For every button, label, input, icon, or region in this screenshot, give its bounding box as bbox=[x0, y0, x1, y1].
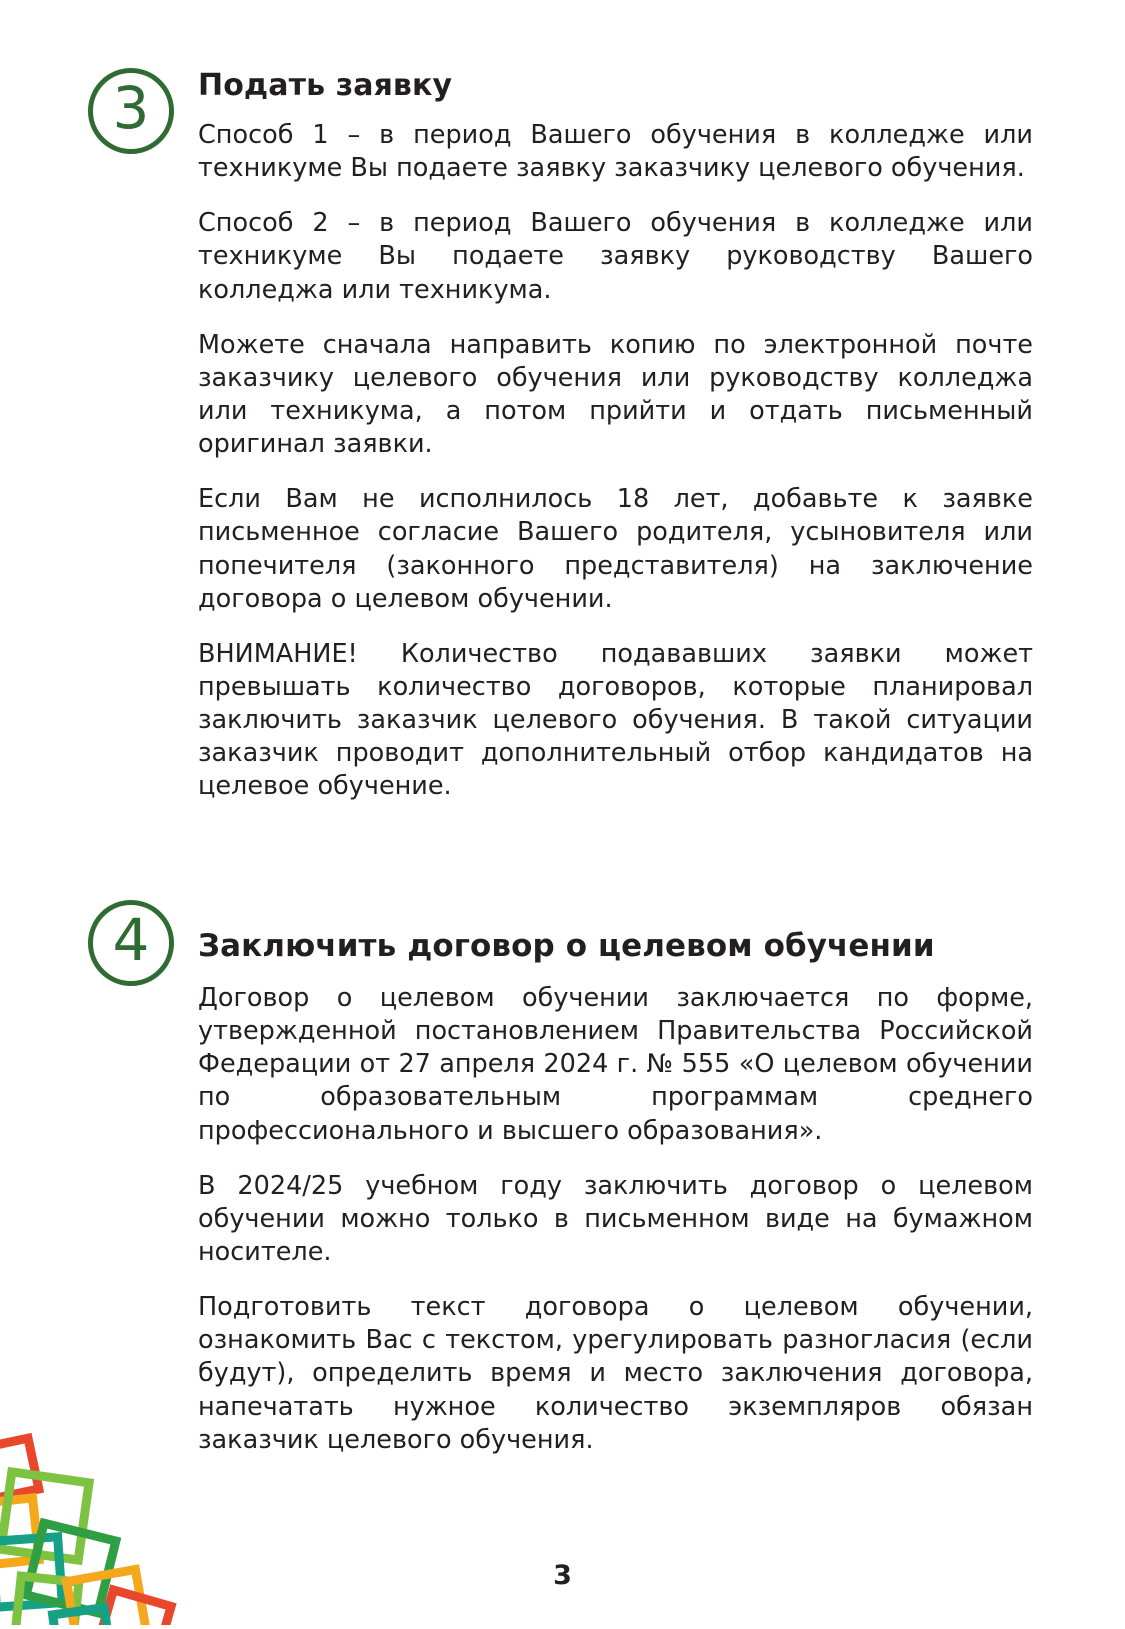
section-3-body bbox=[198, 68, 1033, 804]
section-3-paragraph-4: Если Вам не исполнилось 18 лет, добавьте к заявке письменное согласие Вашего родителя, усыновителя или попечителя (законного представителя) на заключение договора о целевом обучении. bbox=[198, 484, 1033, 614]
section-4-paragraph-3: Подготовить текст договора о целевом обучении, ознакомить Вас с текстом, урегулировать разногласия (если будут), определить время и место заключения договора, напечатать нужное количество экземпляров обязан заказчик целевого обучения. bbox=[198, 1292, 1033, 1455]
step-badge-3 bbox=[88, 68, 174, 154]
section-step-4 bbox=[0, 900, 1125, 1457]
section-3-paragraph-1: Способ 1 – в период Вашего обучения в колледже или техникуме Вы подаете заявку заказчику целевого обучения. bbox=[198, 120, 1033, 184]
section-4-paragraph-2: В 2024/25 учебном году заключить договор о целевом обучении можно только в письменном виде на бумажном носителе. bbox=[198, 1170, 1033, 1267]
section-3-title: Подать заявку bbox=[198, 68, 453, 103]
section-3-paragraph-5: ВНИМАНИЕ! Количество подававших заявки может превышать количество договоров, которые планировал заключить заказчик целевого обучения. В такой ситуации заказчик проводит дополнительный отбор кандидатов на целевое обучение. bbox=[198, 638, 1033, 802]
section-3-paragraph-2: Способ 2 – в период Вашего обучения в колледже или техникуме Вы подаете заявку руководству Вашего колледжа или техникума. bbox=[198, 208, 1033, 305]
section-4-paragraph-1: Договор о целевом обучении заключается по форме, утвержденной постановлением Правительства Российской Федерации от 27 апреля 2024 г. № 555 «О целевом обучении по образовательным программам среднего профессионального и высшего образования». bbox=[198, 983, 1033, 1146]
section-step-3 bbox=[0, 68, 1125, 804]
section-3-paragraph-3: Можете сначала направить копию по электронной почте заказчику целевого обучения или руководству колледжа или техникума, а потом прийти и отдать письменный оригинал заявки. bbox=[198, 329, 1033, 460]
step-badge-4 bbox=[88, 900, 174, 986]
page-number: 3 bbox=[553, 1560, 572, 1591]
section-4-title: Заключить договор о целевом обучении bbox=[198, 928, 935, 964]
section-4-body bbox=[198, 928, 1033, 1457]
step-badge-4-number: 4 bbox=[112, 906, 150, 974]
step-badge-3-number: 3 bbox=[112, 74, 150, 142]
